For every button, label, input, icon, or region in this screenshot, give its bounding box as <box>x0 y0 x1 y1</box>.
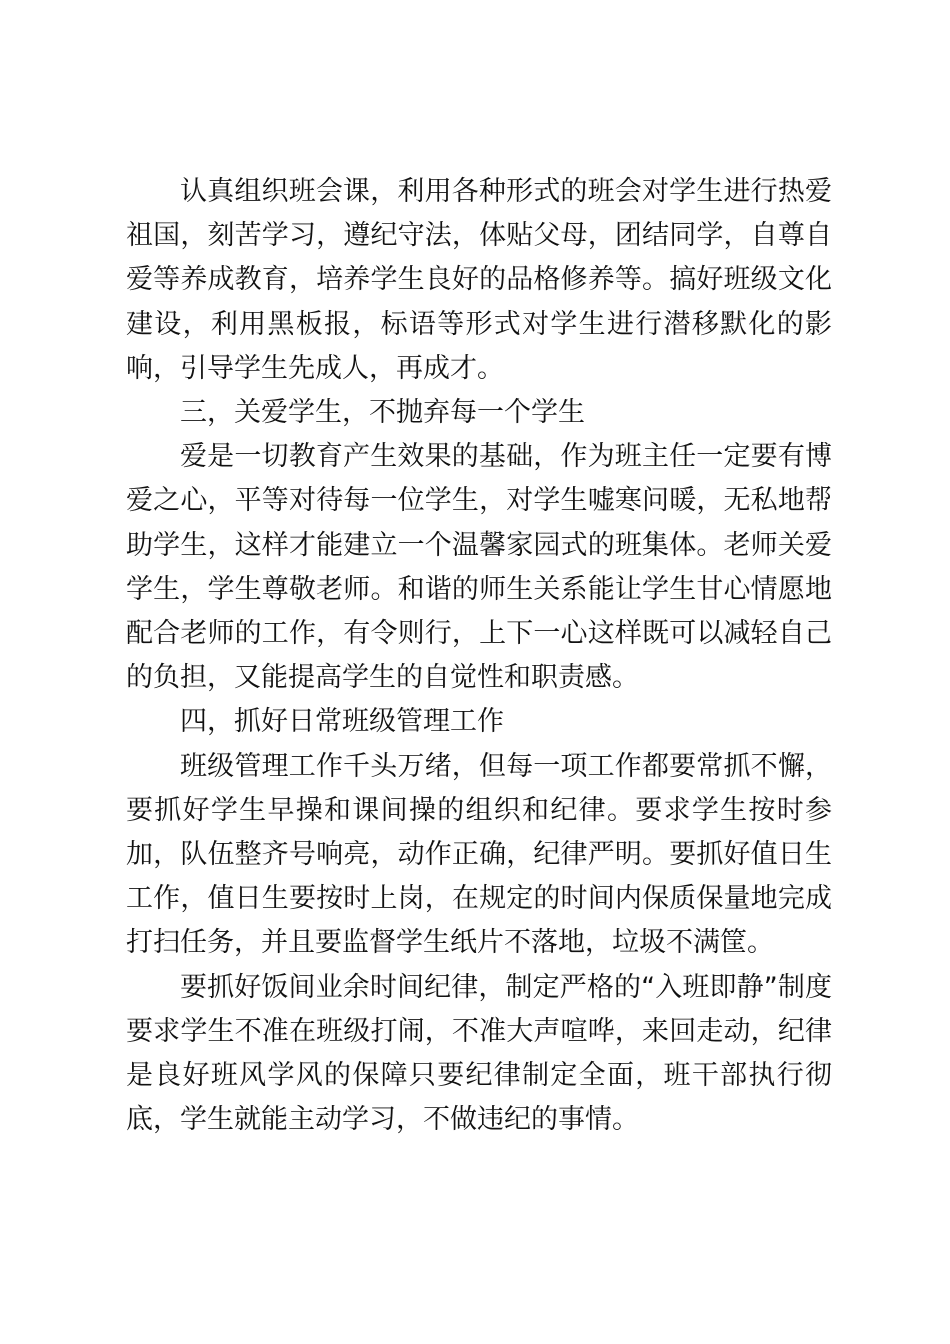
section-heading-four: 四，抓好日常班级管理工作 <box>180 706 504 738</box>
paragraph-daily-management: 班级管理工作千头万绪，但每一项工作都要常抓不懈，要抓好学生早操和课间操的组织和纪律。要求学生按时参加，队伍整齐号响亮，动作正确，纪律严明。要抓好值日生工作，值日生要按时上岗，在规定的时间内保质保量地完成打扫任务，并且要监督学生纸片不落地，垃圾不满筐。 <box>126 750 832 959</box>
section-heading-three: 三，关爱学生，不抛弃每一个学生 <box>180 397 585 429</box>
paragraph-class-meeting: 认真组织班会课，利用各种形式的班会对学生进行热爱祖国，刻苦学习，遵纪守法，体贴父母，团结同学，自尊自爱等养成教育，培养学生良好的品格修养等。搞好班级文化建设，利用黑板报，标语等形式对学生进行潜移默化的影响，引导学生先成人，再成才。 <box>126 176 832 384</box>
paragraph-care-students: 爱是一切教育产生效果的基础，作为班主任一定要有博爱之心，平等对待每一位学生，对学生嘘寒问暖，无私地帮助学生，这样才能建立一个温馨家园式的班集体。老师关爱学生，学生尊敬老师。和谐的师生关系能让学生甘心情愿地配合老师的工作，有令则行，上下一心这样既可以减轻自己的负担，又能提高学生的自觉性和职责感。 <box>126 441 832 694</box>
document-body <box>126 170 832 1142</box>
paragraph-mealtime-discipline: 要抓好饭间业余时间纪律，制定严格的“入班即静”制度要求学生不准在班级打闹，不准大声喧哗，来回走动，纪律是良好班风学风的保障只要纪律制定全面，班干部执行彻底，学生就能主动学习，不做违纪的事情。 <box>126 971 832 1136</box>
